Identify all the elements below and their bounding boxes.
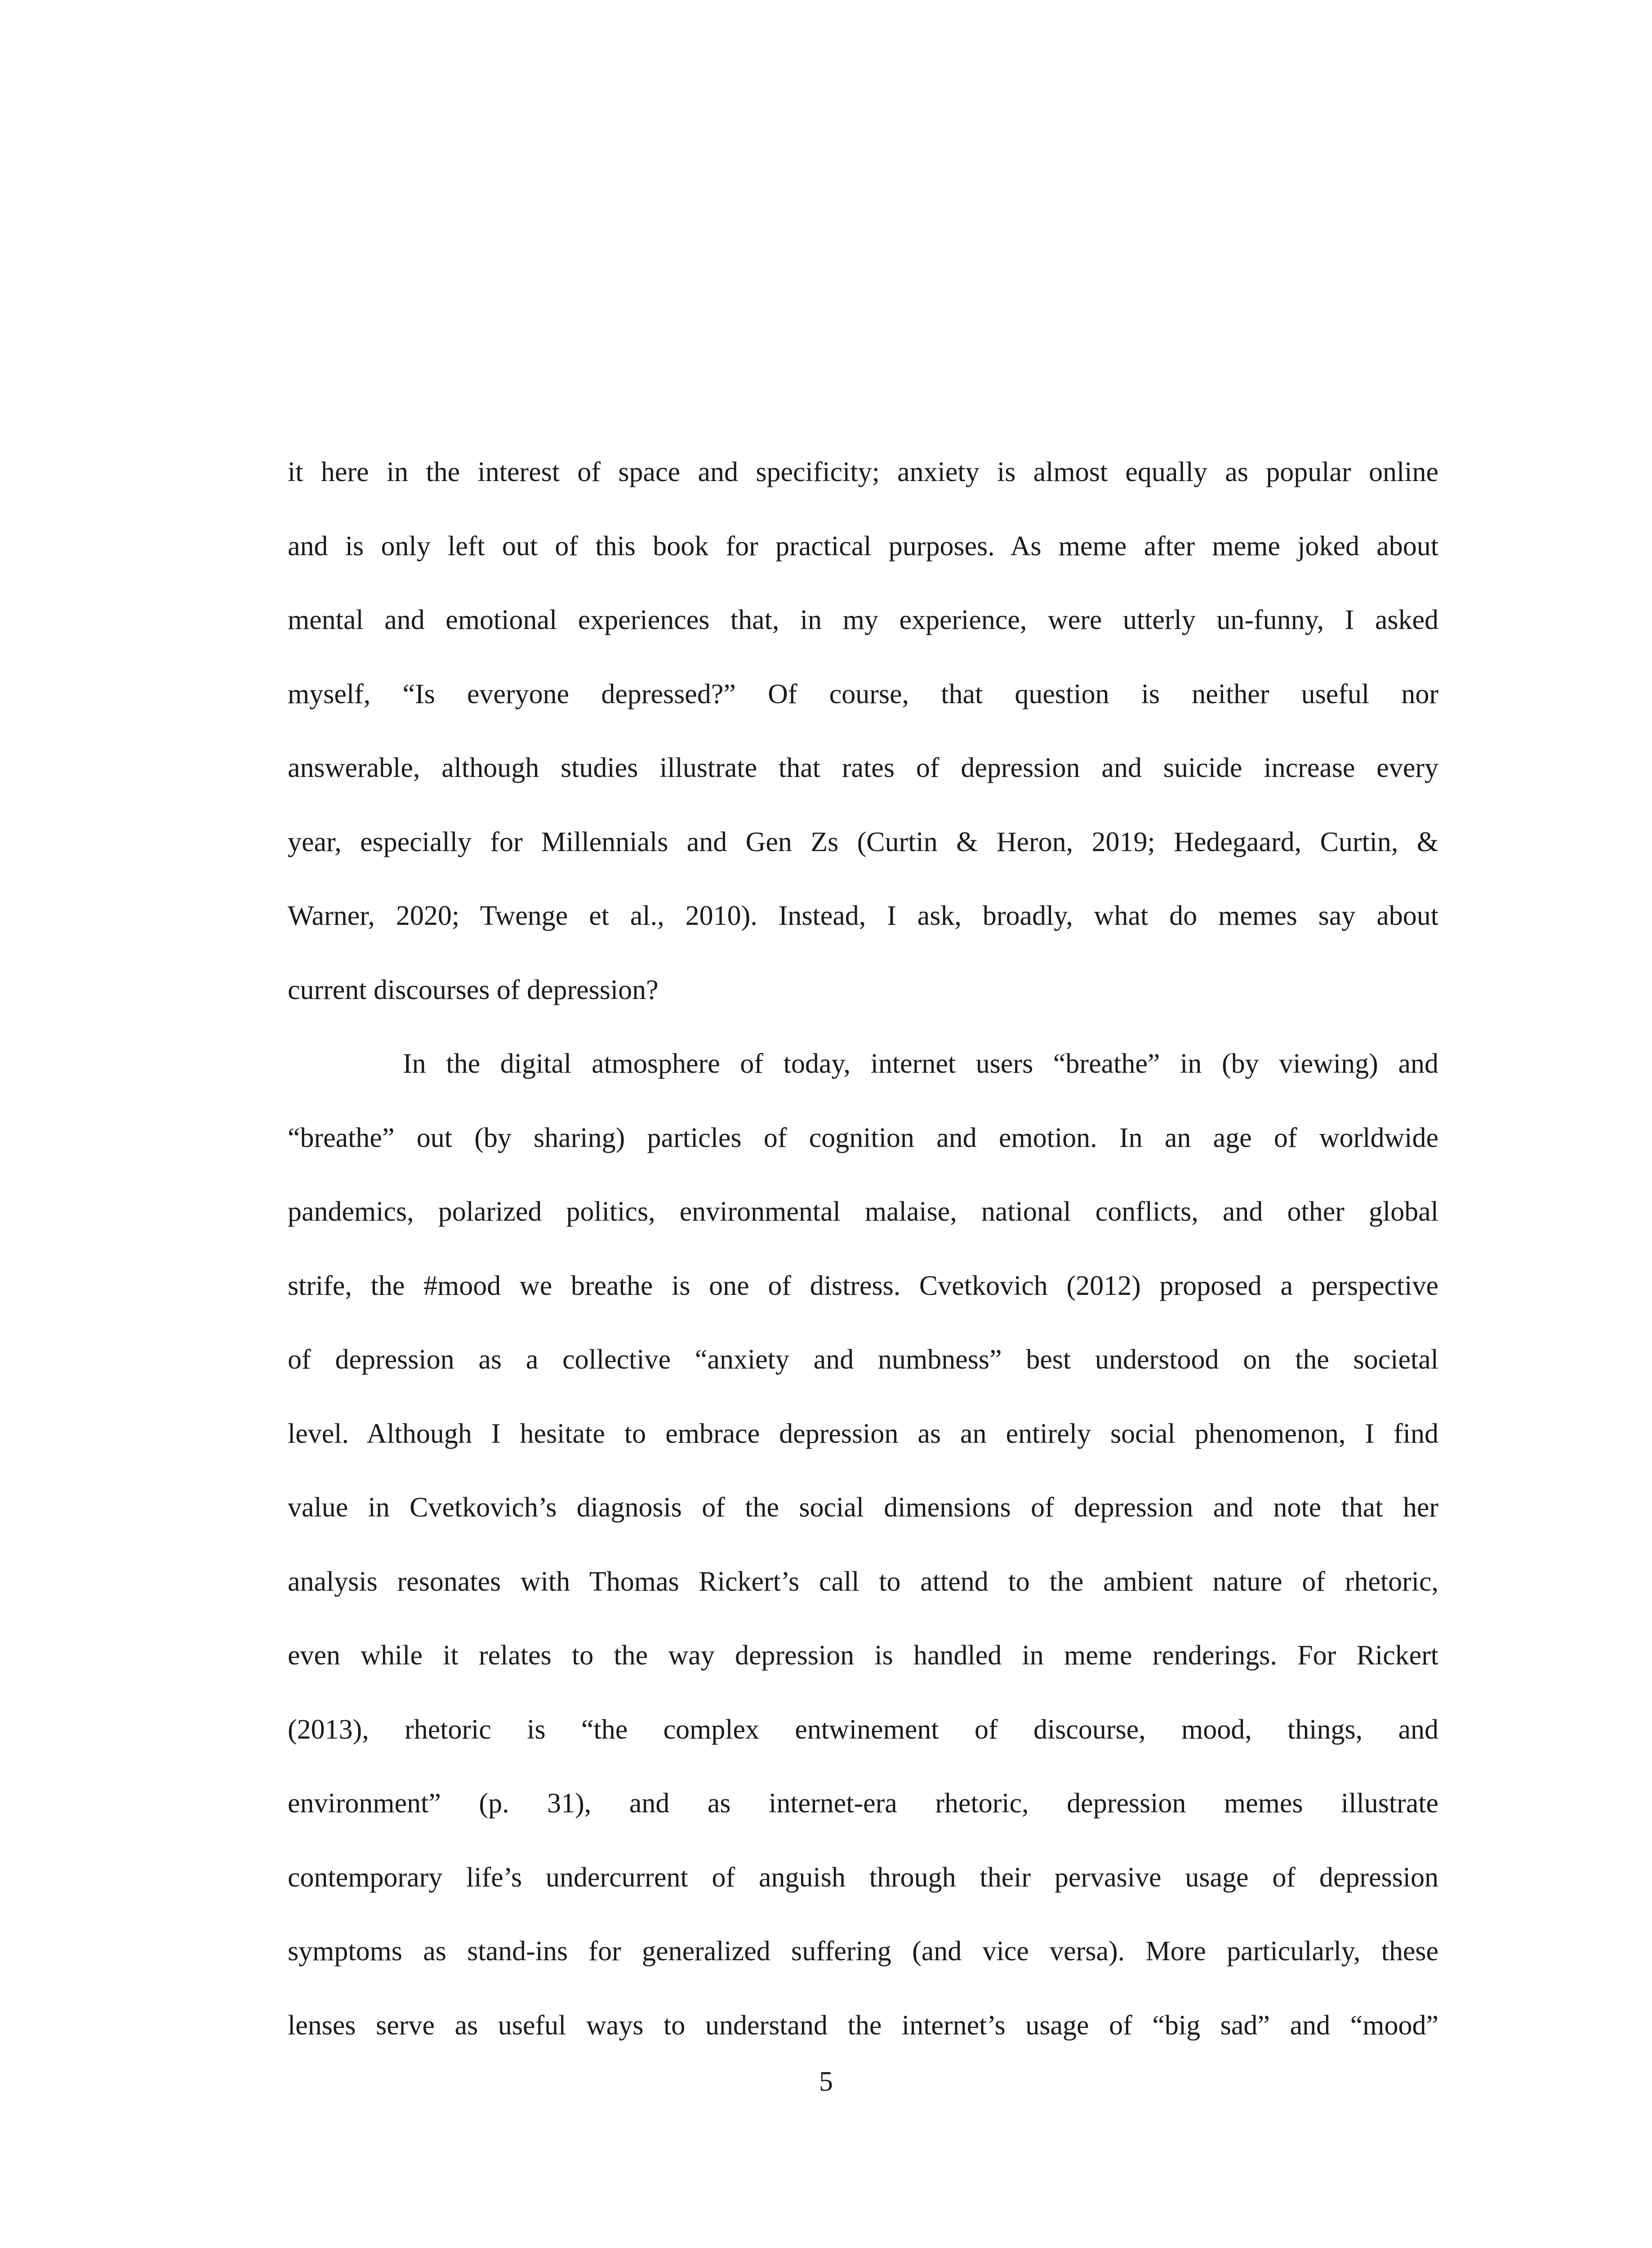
text-line: answerable, although studies illustrate that rates of depression and suicide increase every [288,753,1438,783]
text-line: current discourses of depression? [288,974,659,1005]
page-number: 5 [819,2066,833,2097]
text-line: analysis resonates with Thomas Rickert’s call to attend to the ambient nature of rhetoric, [288,1566,1438,1597]
text-line: year, especially for Millennials and Gen Zs (Curtin & Heron, 2019; Hedegaard, Curtin, & [288,826,1438,857]
text-line: and is only left out of this book for practical purposes. As meme after meme joked about [288,531,1438,562]
text-line: mental and emotional experiences that, in my experience, were utterly un-funny, I asked [288,605,1438,635]
paragraph-2 [288,1027,1438,2062]
paragraph-1 [288,435,1438,1027]
text-line: contemporary life’s undercurrent of anguish through their pervasive usage of depression [288,1862,1438,1893]
text-line: symptoms as stand-ins for generalized suffering (and vice versa). More particularly, these [288,1936,1438,1967]
text-line: level. Although I hesitate to embrace depression as an entirely social phenomenon, I find [288,1418,1438,1449]
text-line: Warner, 2020; Twenge et al., 2010). Instead, I ask, broadly, what do memes say about [288,901,1438,931]
text-line: pandemics, polarized politics, environmental malaise, national conflicts, and other global [288,1196,1438,1227]
text-line: In the digital atmosphere of today, internet users “breathe” in (by viewing) and [403,1048,1438,1079]
text-line: “breathe” out (by sharing) particles of cognition and emotion. In an age of worldwide [288,1122,1438,1153]
text-line: environment” (p. 31), and as internet-era rhetoric, depression memes illustrate [288,1788,1438,1819]
text-line: lenses serve as useful ways to understand the internet’s usage of “big sad” and “mood” [288,2010,1438,2041]
body-text [288,435,1438,2062]
text-line: myself, “Is everyone depressed?” Of course, that question is neither useful nor [288,678,1438,709]
text-line: strife, the #mood we breathe is one of distress. Cvetkovich (2012) proposed a perspective [288,1270,1438,1301]
text-line: even while it relates to the way depression is handled in meme renderings. For Rickert [288,1640,1438,1671]
text-line: value in Cvetkovich’s diagnosis of the social dimensions of depression and note that her [288,1492,1438,1523]
text-line: (2013), rhetoric is “the complex entwinement of discourse, mood, things, and [288,1714,1438,1745]
text-line: it here in the interest of space and specificity; anxiety is almost equally as popular online [288,457,1438,487]
text-line: of depression as a collective “anxiety and numbness” best understood on the societal [288,1344,1438,1375]
